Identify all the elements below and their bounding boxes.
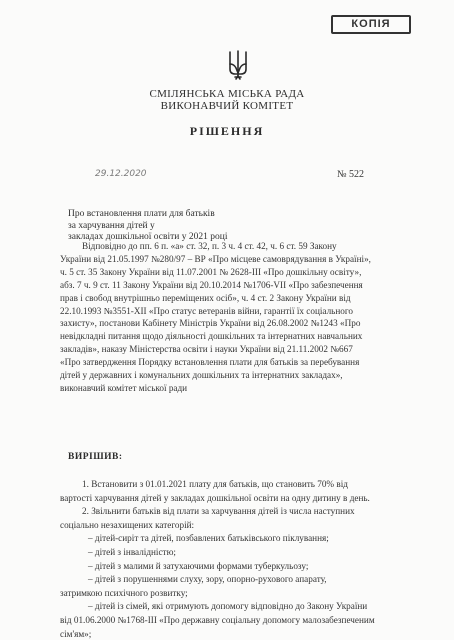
title-line: закладах дошкільної освіти у 2021 році <box>68 232 228 242</box>
body-line: дітей у державних і комунальних дошкільних та інтернатних закладах», <box>60 370 343 381</box>
item-line: від 01.06.2000 №1768-ІІІ «Про державну соціальну допомогу малозабезпеченим <box>60 614 375 625</box>
body-line: невідкладні питання щодо діяльності дошкільних та інтернатних навчальних <box>60 331 363 342</box>
title-line: за харчування дітей у <box>68 220 155 231</box>
preamble-paragraph <box>60 240 406 395</box>
decision-date: 29.12.2020 <box>95 169 147 179</box>
copy-stamp: КОПІЯ <box>331 15 411 34</box>
item-line: – дітей із сімей, які отримують допомогу відповідно до Закону України <box>88 601 368 612</box>
body-line: ч. 5 ст. 35 Закону України від 11.07.2001 № 2628-ІІІ «Про дошкільну освіту», <box>60 266 362 277</box>
item-line: – дітей з інвалідністю; <box>88 546 176 557</box>
item-line: – дітей з порушеннями слуху, зору, опорно-рухового апарату, <box>88 574 327 585</box>
document-type-heading: РІШЕННЯ <box>189 124 265 138</box>
item-line: соціально незахищених категорій: <box>60 519 195 530</box>
title-line: Про встановлення плати для батьків <box>68 209 215 219</box>
decision-number: № 522 <box>337 169 365 180</box>
item-line: 2. Звільнити батьків від плати за харчування дітей із числа наступних <box>82 506 355 517</box>
item-line: – дітей з малими й затухаючими формами туберкульозу; <box>88 560 309 571</box>
council-name: СМІЛЯНСЬКА МІСЬКА РАДА <box>149 88 305 100</box>
resolution-items <box>60 478 406 640</box>
item-line: 1. Встановити з 01.01.2021 плату для батьків, що становить 70% від <box>82 479 348 489</box>
item-line: затримкою психічного розвитку; <box>60 587 188 598</box>
body-line: 22.10.1993 №3551-XII «Про статус ветеранів війни, гарантії їх соціального <box>60 305 353 316</box>
body-line: прав і свобод внутрішньо переміщених осіб», ч. 4 ст. 2 Закону України від <box>60 292 351 303</box>
item-line: вартості харчування дітей у закладах дошкільної освіти на одну дитину в день. <box>60 492 370 503</box>
trident-emblem-icon <box>227 49 249 81</box>
document-title <box>68 209 288 244</box>
resolved-heading: ВИРІШИВ: <box>68 452 123 462</box>
body-line: «Про затвердження Порядку встановлення плати для батьків за перебування <box>60 357 360 368</box>
committee-name: ВИКОНАВЧИЙ КОМІТЕТ <box>160 100 294 112</box>
body-line: Відповідно до пп. 6 п. «а» ст. 32, п. 3 ч. 4 ст. 42, ч. 6 ст. 59 Закону <box>82 241 337 251</box>
body-line: виконавчий комітет міської ради <box>60 382 188 393</box>
body-line: захисту», постанови Кабінету Міністрів України від 26.08.2002 №1243 «Про <box>60 318 361 329</box>
body-line: закладів», наказу Міністерства освіти і науки України від 21.11.2002 №667 <box>60 344 353 355</box>
item-line: – дітей-сиріт та дітей, позбавлених батьківського піклування; <box>88 533 329 544</box>
body-line: абз. 7 ч. 9 ст. 11 Закону України від 20.10.2014 №1706-VII «Про забезпечення <box>60 279 363 290</box>
item-line: сім'ям»; <box>60 628 92 639</box>
body-line: України від 21.05.1997 №280/97 – ВР «Про місцеве самоврядування в Україні», <box>60 253 371 264</box>
